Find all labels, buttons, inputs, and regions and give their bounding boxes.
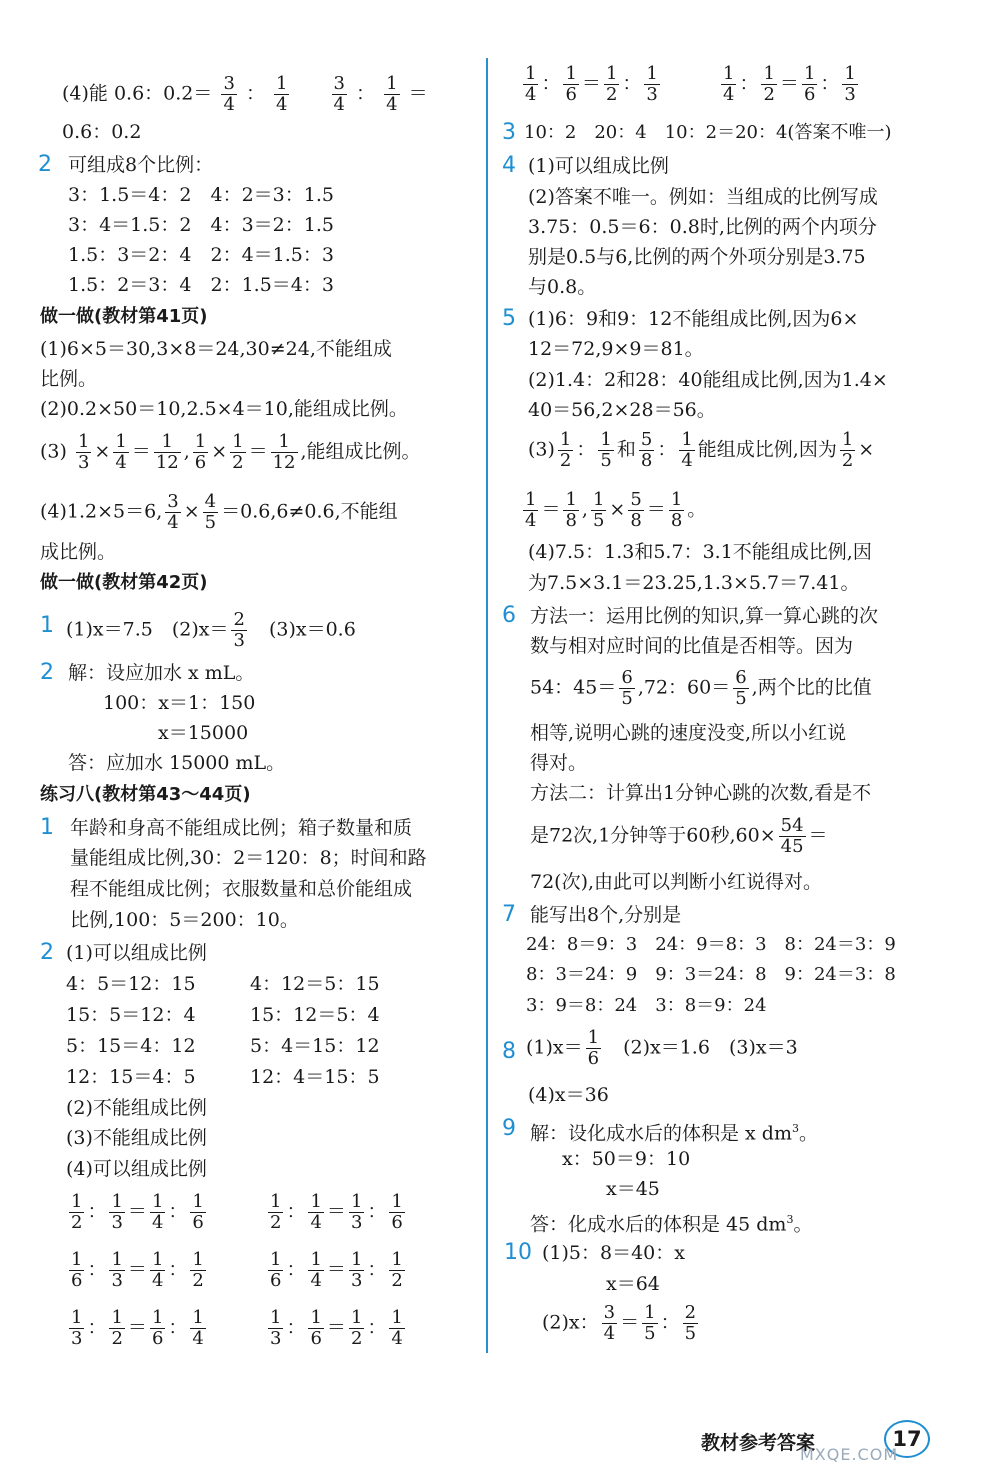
answer-line: (1)可以组成比例	[528, 155, 669, 177]
answer-line: 24：8＝9：3 24：9＝8：3 8：24＝3：9	[526, 934, 896, 955]
answer-line: 得对。	[530, 752, 588, 774]
answer-line: (2)不能组成比例	[66, 1097, 207, 1119]
question-number: 9	[502, 1116, 516, 1141]
question-number: 2	[40, 660, 54, 685]
answer-line: 3：9＝8：24 3：8＝9：24	[526, 995, 767, 1016]
question-number: 10	[504, 1240, 532, 1265]
question-number: 2	[40, 940, 54, 965]
section-heading: 做一做(教材第42页)	[40, 572, 208, 593]
answer-line: 1.5：3＝2：4 2：4＝1.5：3	[68, 244, 334, 266]
question-title: 可组成8个比例：	[68, 154, 214, 176]
answer-line: (1)x＝ $\frac{1}{6}$ (2)x＝1.6 (3)x＝3	[526, 1027, 798, 1069]
answer-line: (4)能 0.6：0.2＝ $\frac{3}{4}$ ： $\frac{1}{4}$ $\frac{3}{4}$ ： $\frac{1}{4}$ ＝	[62, 73, 428, 115]
answer-line: 12：4＝15：5	[250, 1066, 380, 1088]
answer-line: $\frac{1}{4}$ ＝ $\frac{1}{8}$ , $\frac{1}{5}$ × $\frac{5}{8}$ ＝ $\frac{1}{8}$ 。	[525, 489, 707, 531]
question-number: 5	[502, 306, 516, 331]
answer-line: (3) $\frac{1}{2}$ ： $\frac{1}{5}$ 和 $\frac{5}{8}$ ： $\frac{1}{4}$ 能组成比例,因为 $\frac{1}{2}$ ×	[528, 429, 875, 471]
section-heading: 做一做(教材第41页)	[40, 306, 208, 327]
question-number: 2	[38, 152, 52, 177]
answer-line: 15：5＝12：4	[66, 1004, 196, 1026]
answer-line: 比例,100：5＝200：10。	[70, 909, 299, 931]
answer-line: 72(次),由此可以判断小红说得对。	[530, 871, 823, 893]
answer-line: 1.5：2＝3：4 2：1.5＝4：3	[68, 274, 334, 296]
answer-line: 成比例。	[40, 541, 117, 563]
answer-line: 为7.5×3.1＝23.25,1.3×5.7＝7.41。	[528, 572, 860, 594]
fraction: $\frac{3}{4}$	[223, 73, 235, 115]
answer-line: x＝15000	[158, 722, 249, 744]
answer-line: 40＝56,2×28＝56。	[528, 399, 716, 421]
fraction-proportion: $\frac{1}{3}$ ： $\frac{1}{2}$ ＝ $\frac{1}{6}$ ： $\frac{1}{4}$	[71, 1307, 204, 1349]
question-number: 3	[502, 120, 516, 145]
answer-line: 比例。	[40, 368, 98, 390]
answer-line: (3)不能组成比例	[66, 1127, 207, 1149]
answer-line: 答：化成水后的体积是 45 $dm^3$。	[530, 1213, 813, 1236]
text: (4)能 0.6：0.2＝	[62, 82, 213, 105]
answer-line: (1)6：9和9：12不能组成比例,因为6×	[528, 308, 859, 330]
fraction: $\frac{3}{4}$	[333, 73, 345, 115]
fraction-proportion: $\frac{1}{4}$ ： $\frac{1}{6}$ ＝ $\frac{1}{2}$ ： $\frac{1}{3}$	[525, 63, 658, 105]
column-divider	[486, 58, 488, 1353]
fraction-proportion: $\frac{1}{4}$ ： $\frac{1}{2}$ ＝ $\frac{1}{6}$ ： $\frac{1}{3}$	[723, 63, 856, 105]
question-number: 6	[502, 603, 516, 628]
answer-line: (2)x： $\frac{3}{4}$ ＝ $\frac{1}{5}$ ： $\frac{2}{5}$	[542, 1302, 697, 1344]
answer-line: 4：5＝12：15	[66, 973, 196, 995]
answer-line: 量能组成比例,30：2＝120：8；时间和路	[70, 847, 427, 869]
answer-line: 相等,说明心跳的速度没变,所以小红说	[530, 722, 847, 744]
answer-line: (4)x＝36	[528, 1084, 609, 1106]
answer-line: 12：15＝4：5	[66, 1066, 196, 1088]
answer-line: x：50＝9：10	[562, 1148, 691, 1170]
answer-line: (4)7.5：1.3和5.7：3.1不能组成比例,因	[528, 541, 872, 563]
answer-line: x＝64	[606, 1273, 660, 1295]
answer-line: 8：3＝24：9 9：3＝24：8 9：24＝3：8	[526, 964, 896, 985]
answer-line: 数与相对应时间的比值是否相等。因为	[530, 635, 854, 657]
answer-line: 54：45＝ $\frac{6}{5}$ ,72：60＝ $\frac{6}{5}$ ,两个比的比值	[530, 667, 872, 709]
question-number: 1	[40, 613, 54, 638]
answer-line: (1)6×5＝30,3×8＝24,30≠24,不能组成	[40, 338, 392, 360]
answer-line: 3.75：0.5＝6：0.8时,比例的两个内项分	[528, 216, 877, 238]
fraction-proportion: $\frac{1}{3}$ ： $\frac{1}{6}$ ＝ $\frac{1}{2}$ ： $\frac{1}{4}$	[270, 1307, 403, 1349]
fraction-proportion: $\frac{1}{2}$ ： $\frac{1}{3}$ ＝ $\frac{1}{4}$ ： $\frac{1}{6}$	[71, 1191, 204, 1233]
answer-line: 解：设化成水后的体积是 x $dm^3$。	[530, 1122, 818, 1145]
page-number: 17	[884, 1420, 930, 1458]
fraction-proportion: $\frac{1}{6}$ ： $\frac{1}{3}$ ＝ $\frac{1}{4}$ ： $\frac{1}{2}$	[71, 1249, 204, 1291]
question-number: 4	[502, 153, 516, 178]
question-number: 8	[502, 1039, 516, 1064]
answer-line: 与0.8。	[528, 276, 597, 298]
answer-line: (2)答案不唯一。例如：当组成的比例写成	[528, 186, 878, 208]
answer-line: 5：15＝4：12	[66, 1035, 196, 1057]
question-number: 1	[40, 815, 54, 840]
answer-line: 10：2 20：4 10：2＝20：4(答案不唯一)	[524, 122, 892, 143]
answer-line: (2)1.4：2和28：40能组成比例,因为1.4×	[528, 369, 888, 391]
watermark: MXQE.COM	[800, 1445, 899, 1464]
answer-line: (2)0.2×50＝10,2.5×4＝10,能组成比例。	[40, 398, 408, 420]
answer-line: 12＝72,9×9＝81。	[528, 338, 704, 360]
answer-line: 方法二：计算出1分钟心跳的次数,看是不	[530, 782, 872, 804]
answer-line: 答：应加水 15000 mL。	[68, 752, 286, 774]
question-number: 7	[502, 902, 516, 927]
section-heading: 练习八(教材第43～44页)	[40, 784, 251, 805]
answer-line: (4)1.2×5＝6, $\frac{3}{4}$ × $\frac{4}{5}$ ＝0.6,6≠0.6,不能组	[40, 491, 398, 533]
fraction-proportion: $\frac{1}{2}$ ： $\frac{1}{4}$ ＝ $\frac{1}{3}$ ： $\frac{1}{6}$	[270, 1191, 403, 1233]
answer-line: 解：设应加水 x mL。	[68, 662, 255, 684]
fraction: $\frac{1}{4}$	[386, 73, 398, 115]
answer-line: 是72次,1分钟等于60秒,60× $\frac{54}{45}$ ＝	[530, 815, 828, 857]
answer-line: 100：x＝1：150	[103, 692, 256, 714]
answer-line: x＝45	[606, 1178, 660, 1200]
answer-line: 15：12＝5：4	[250, 1004, 380, 1026]
answer-line: (1)x＝7.5 (2)x＝ $\frac{2}{3}$ (3)x＝0.6	[66, 609, 356, 651]
answer-line: 方法一：运用比例的知识,算一算心跳的次	[530, 605, 879, 627]
answer-line: (1)可以组成比例	[66, 942, 207, 964]
answer-line: (4)可以组成比例	[66, 1158, 207, 1180]
answer-line: 3：4＝1.5：2 4：3＝2：1.5	[68, 214, 334, 236]
answer-line: 程不能组成比例；衣服数量和总价能组成	[70, 878, 413, 900]
answer-line: 0.6：0.2	[62, 121, 142, 143]
footer-label: 教材参考答案	[701, 1432, 816, 1454]
answer-line: (1)5：8＝40：x	[542, 1242, 685, 1264]
answer-line: 4：12＝5：15	[250, 973, 380, 995]
answer-line: 年龄和身高不能组成比例；箱子数量和质	[70, 817, 413, 839]
answer-line: 5：4＝15：12	[250, 1035, 380, 1057]
answer-line: (3) $\frac{1}{3}$ × $\frac{1}{4}$ ＝ $\frac{1}{12}$ , $\frac{1}{6}$ × $\frac{1}{2}$ ＝ $\frac{1}{12}$ ,能组成比例。	[40, 431, 421, 473]
answer-line: 能写出8个,分别是	[530, 904, 682, 926]
fraction-proportion: $\frac{1}{6}$ ： $\frac{1}{4}$ ＝ $\frac{1}{3}$ ： $\frac{1}{2}$	[270, 1249, 403, 1291]
answer-line: 别是0.5与6,比例的两个外项分别是3.75	[528, 246, 866, 268]
fraction: $\frac{1}{4}$	[276, 73, 288, 115]
answer-line: 3：1.5＝4：2 4：2＝3：1.5	[68, 184, 334, 206]
